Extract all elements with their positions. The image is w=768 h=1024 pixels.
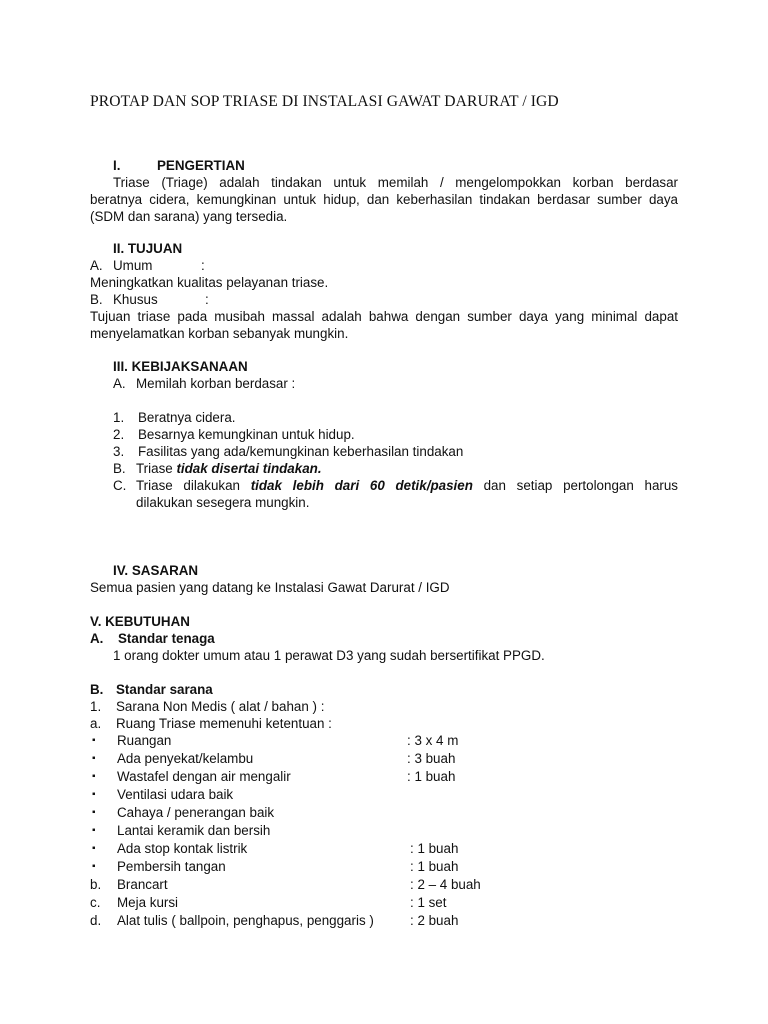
item-number: 1. <box>113 410 125 425</box>
requirement-item: ▪ Ada stop kontak listrik : 1 buah <box>92 841 459 856</box>
requirement-value: : 1 buah <box>410 859 459 874</box>
requirement-value: : 2 – 4 buah <box>410 877 481 892</box>
item-text: Triase dilakukan tidak lebih dari 60 detik/pasien dan setiap pertolongan harus <box>136 478 678 493</box>
document-title: PROTAP DAN SOP TRIASE DI INSTALASI GAWAT DARURAT / IGD <box>90 93 559 110</box>
list-item <box>90 912 678 930</box>
bullet-icon: ▪ <box>92 735 96 746</box>
emphasis-text: tidak lebih dari 60 detik/pasien <box>250 478 473 493</box>
item-label: B. <box>90 292 103 307</box>
subsection-standar-tenaga <box>90 630 678 647</box>
requirement-item: ▪ Wastafel dengan air mengalir : 1 buah <box>92 769 456 784</box>
subitem-umum <box>90 257 678 274</box>
bullet-icon: ▪ <box>92 807 96 818</box>
requirement-list <box>90 732 678 930</box>
item-number: b. <box>90 877 102 892</box>
item-label: A. <box>90 631 104 646</box>
subitem-khusus <box>90 291 678 308</box>
requirement-value: : 1 buah <box>407 769 456 784</box>
requirement-item: ▪ Ventilasi udara baik <box>92 787 234 802</box>
item-text: Brancart <box>117 877 168 892</box>
item-text: Memilah korban berdasar : <box>136 376 296 391</box>
section-heading: V. KEBUTUHAN <box>90 614 190 629</box>
requirement-item: ▪ Ruangan : 3 x 4 m <box>92 733 459 748</box>
section-tujuan <box>90 240 678 342</box>
paragraph: beratnya cidera, kemungkinan untuk hidup, dan keberhasilan tindakan berdasar sumber daya (SDM dan sarana) yang tersedia. <box>90 192 678 224</box>
section-kebutuhan <box>90 613 678 930</box>
subsection-standar-sarana <box>90 681 678 698</box>
section-title: IV. SASARAN <box>113 563 199 578</box>
item-text: Meja kursi <box>117 895 179 910</box>
requirement-value: : 1 set <box>410 895 447 910</box>
item-text: Ruang Triase memenuhi ketentuan : <box>116 716 332 731</box>
emphasis-text: tidak disertai tindakan. <box>176 461 322 476</box>
item-number: 2. <box>113 427 125 442</box>
item-text: Besarnya kemungkinan untuk hidup. <box>138 427 355 442</box>
paragraph: Meningkatkan kualitas pelayanan triase. <box>90 275 329 290</box>
section-heading <box>90 358 678 375</box>
requirement-item: ▪ Ada penyekat/kelambu : 3 buah <box>92 751 456 766</box>
requirement-value: : 1 buah <box>410 841 459 856</box>
bullet-icon: ▪ <box>92 825 96 836</box>
section-heading <box>90 562 678 579</box>
bullet-icon: ▪ <box>92 843 96 854</box>
item-number: d. <box>90 913 102 928</box>
section-pengertian <box>90 157 678 225</box>
section-heading <box>90 157 678 174</box>
paragraph: 1 orang dokter umum atau 1 perawat D3 yang sudah bersertifikat PPGD. <box>113 648 545 663</box>
section-title: II. TUJUAN <box>113 241 183 256</box>
item-text: Alat tulis ( ballpoin, penghapus, penggaris ) <box>117 913 374 928</box>
item-text: Standar tenaga <box>118 631 215 646</box>
item-label: A. <box>113 376 126 391</box>
item-colon: : <box>201 258 205 273</box>
bullet-icon: ▪ <box>92 861 96 872</box>
list-item <box>90 426 678 443</box>
item-text: Triase tidak disertai tindakan. <box>136 461 322 476</box>
item-text: Khusus <box>113 292 158 307</box>
subitem-c <box>90 477 678 494</box>
requirement-item: ▪ Cahaya / penerangan baik <box>92 805 275 820</box>
item-number: a. <box>90 716 102 731</box>
requirement-item: ▪ Pembersih tangan : 1 buah <box>92 859 459 874</box>
item-label: A. <box>90 258 103 273</box>
list-item <box>90 715 678 732</box>
bullet-icon: ▪ <box>92 771 96 782</box>
item-continuation: dilakukan sesegera mungkin. <box>136 495 310 510</box>
item-text: Standar sarana <box>116 682 213 697</box>
subitem-a <box>90 375 678 392</box>
item-text: Sarana Non Medis ( alat / bahan ) : <box>116 699 325 714</box>
paragraph: Tujuan triase pada musibah massal adalah bahwa dengan sumber daya yang minimal dapat menyelamatkan korban sebanyak mungkin. <box>90 309 678 341</box>
item-label: C. <box>113 478 127 493</box>
section-heading <box>90 240 678 257</box>
paragraph-line: Triase (Triage) adalah tindakan untuk memilah / mengelompokkan korban berdasar <box>113 175 678 190</box>
list-item <box>90 443 678 460</box>
list-item <box>90 409 678 426</box>
requirement-value: : 3 x 4 m <box>407 733 459 748</box>
requirement-item: ▪ Lantai keramik dan bersih <box>92 823 271 838</box>
section-number: I. <box>113 158 121 173</box>
paragraph: Semua pasien yang datang ke Instalasi Gawat Darurat / IGD <box>90 580 450 595</box>
list-item <box>90 698 678 715</box>
subitem-b <box>90 460 678 477</box>
list-item <box>90 894 678 912</box>
item-label: B. <box>113 461 126 476</box>
section-title: III. KEBIJAKSANAAN <box>113 359 248 374</box>
requirement-value: : 3 buah <box>407 751 456 766</box>
item-number: 3. <box>113 444 125 459</box>
item-number: 1. <box>90 699 102 714</box>
item-text: Umum <box>113 258 153 273</box>
item-colon: : <box>205 292 209 307</box>
requirement-value: : 2 buah <box>410 913 459 928</box>
item-number: c. <box>90 895 101 910</box>
bullet-icon: ▪ <box>92 753 96 764</box>
section-kebijaksanaan <box>90 358 678 511</box>
list-item <box>90 876 678 894</box>
section-title: PENGERTIAN <box>157 158 245 173</box>
item-text: Beratnya cidera. <box>138 410 236 425</box>
item-text: Fasilitas yang ada/kemungkinan keberhasilan tindakan <box>138 444 464 459</box>
bullet-icon: ▪ <box>92 789 96 800</box>
section-sasaran <box>90 562 678 596</box>
item-label: B. <box>90 682 104 697</box>
